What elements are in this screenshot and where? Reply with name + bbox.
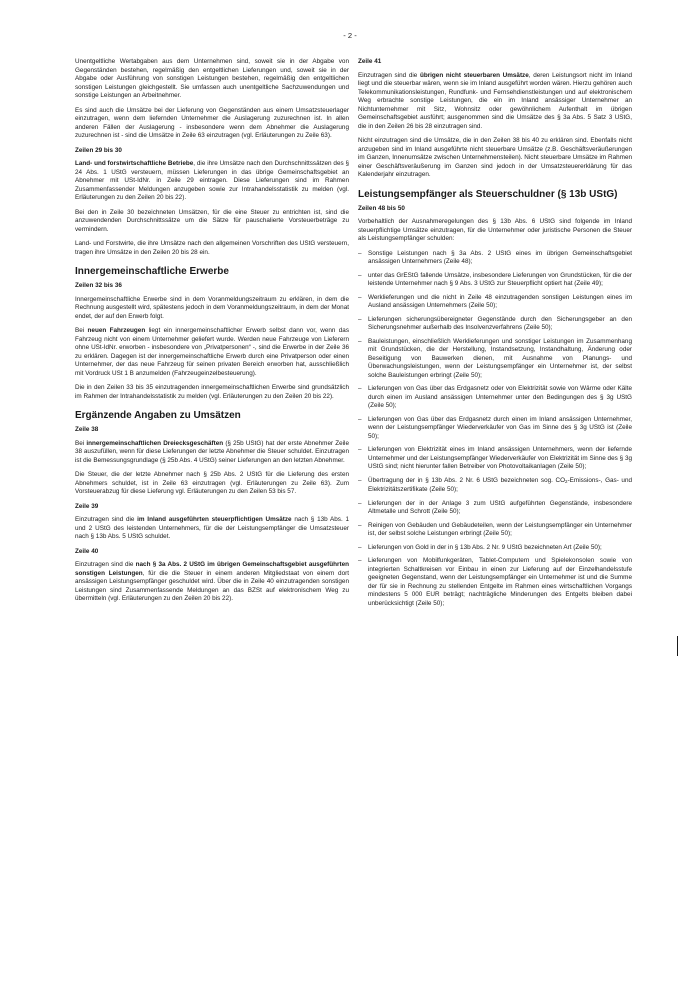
list-item: – Lieferungen von Mobilfunkgeräten, Tablet-Computern und Spielekonsolen sowie von integrierten Schaltkreisen vor Einbau in einen zur Lieferung auf der Einzelhandelsstufe geeigneten Gegenstand, wenn der Leistungsempfänger ein Unternehmer ist und die Summe der für sie in Rechnung zu stellenden Entgelte im Rahmen eines wirtschaftlichen Vorgangs mindestens 5 000 EUR beträgt; nachträgliche Minderungen des Entgelts bleiben dabei unberücksichtigt (Zeile 50); bbox=[358, 557, 632, 608]
list-item: – Lieferungen der in der Anlage 3 zum UStG aufgeführten Gegenstände, insbesondere Altmetalle und Schrott (Zeile 50); bbox=[358, 500, 632, 517]
paragraph: Nicht einzutragen sind die Umsätze, die in den Zeilen 38 bis 40 zu erklären sind. Ebenfalls nicht anzugeben sind im Inland ausgeführte nicht steuerbare Umsätze (z.B. Geschäftsveräußerungen im Ganzen, Innenumsätze zwischen Unternehmensteilen). Nicht steuerbare Umsätze im Rahmen einer Geschäftsveräußerung im Ganzen sind jedoch in der Umsatzsteuererklärung für das Kalenderjahr einzutragen. bbox=[358, 137, 632, 178]
list-item: – unter das GrEStG fallende Umsätze, insbesondere Lieferungen von Grundstücken, für die der leistende Unternehmer nach § 9 Abs. 3 UStG zur Steuerpflicht optiert hat (Zeile 49); bbox=[358, 272, 632, 289]
list-item: – Lieferungen von Gold in der in § 13b Abs. 2 Nr. 9 UStG bezeichneten Art (Zeile 50); bbox=[358, 544, 632, 553]
paragraph: Innergemeinschaftliche Erwerbe sind in dem Voranmeldungszeitraum zu erklären, in dem die Rechnung ausgestellt wird, spätestens jedoch in dem Voranmeldungszeitraum, in dem der Monat endet, der auf den Erwerb folgt. bbox=[75, 295, 349, 320]
list-item: – Sonstige Leistungen nach § 3a Abs. 2 UStG eines im übrigen Gemeinschaftsgebiet ansässigen Unternehmers (Zeile 48); bbox=[358, 250, 632, 267]
list-item: – Reinigen von Gebäuden und Gebäudeteilen, wenn der Leistungsempfänger ein Unternehmer ist, der selbst solche Leistungen erbringt (Zeile 50); bbox=[358, 522, 632, 539]
paragraph: Einzutragen sind die im Inland ausgeführten steuerpflichtigen Umsätze nach § 13b Abs. 1 und 2 UStG des leistenden Unternehmers, für die der Leistungsempfänger die Umsatzsteuer nach § 13b Abs. 5 UStG schuldet. bbox=[75, 516, 349, 540]
page-number: - 2 - bbox=[343, 31, 357, 40]
bold-term: übrigen nicht steuerbaren Umsätze bbox=[419, 71, 529, 79]
paragraph: Bei neuen Fahrzeugen liegt ein innergemeinschaftlicher Erwerb selbst dann vor, wenn das Fahrzeug nicht von einem Unternehmer geliefert wurde. Werden neue Fahrzeuge von Lieferern ohne USt-IdNr. erworben - insbesondere von „Privatpersonen“ -, sind die Erwerbe in der Zeile 36 zu erklären. Dagegen ist der innergemeinschaftliche Erwerb durch eine Privatperson oder einen Unternehmer, der das neue Fahrzeug für seinen privaten Bereich erworben hat, ausschließlich mit Vordruck USt 1 B anzumelden (Fahrzeugeinzelbesteuerung). bbox=[75, 327, 350, 377]
paragraph: Einzutragen sind die nach § 3a Abs. 2 UStG im übrigen Gemeinschaftsgebiet ausgeführten sonstigen Leistungen, für die die Steuer in einem anderen Mitgliedstaat von einem dort ansässigen Leistungsempfänger geschuldet wird. Über die in Zeile 40 einzutragenden sonstigen Leistungen sind Zusammenfassende Meldungen an das BZSt auf elektronischem Weg zu übermitteln (vgl. Erläuterungen zu den Zeilen 20 bis 22). bbox=[75, 561, 349, 602]
list-item: – Bauleistungen, einschließlich Werklieferungen und sonstiger Leistungen im Zusammenhang mit Grundstücken, die der Herstellung, Instandsetzung, Instandhaltung, Änderung oder Beseitigung von Bauwerken dienen, mit Ausnahme von Planungs- und Überwachungsleistungen, wenn der Leistungsempfänger ein Unternehmer ist, der selbst solche Bauleistungen erbringt (Zeile 50); bbox=[358, 338, 632, 381]
subheading-zeile-40: Zeile 40 bbox=[75, 547, 99, 555]
subheading-zeilen-29-30: Zeilen 29 bis 30 bbox=[75, 146, 122, 154]
bold-term: neuen Fahrzeugen bbox=[87, 327, 146, 334]
subheading-zeile-39: Zeile 39 bbox=[75, 502, 99, 510]
right-column bbox=[358, 58, 632, 613]
section-heading-ergaenzende-angaben: Ergänzende Angaben zu Umsätzen bbox=[75, 410, 241, 421]
paragraph: Vorbehaltlich der Ausnahmeregelungen des § 13b Abs. 6 UStG sind folgende im Inland steuerpflichtige Umsätze einzutragen, für die Unternehmer oder juristische Personen die Steuer als Leistungsempfänger schulden: bbox=[358, 218, 632, 242]
paragraph: Land- und forstwirtschaftliche Betriebe, die ihre Umsätze nach den Durchschnittssätzen des § 24 Abs. 1 UStG versteuern, müssen Lieferungen in das übrige Gemeinschaftsgebiet an Abnehmer mit USt-IdNr. in Zeile 29 eintragen. Diese Lieferungen sind im Rahmen Zusammenfassender Meldungen anzugeben sowie zur Intrahandelsstatistik zu melden (vgl. Erläuterungen zu den Zeilen 20 bis 22). bbox=[75, 160, 350, 201]
paragraph: Land- und Forstwirte, die ihre Umsätze nach den allgemeinen Vorschriften des UStG versteuern, tragen ihre Umsätze in den Zeilen 20 bis 28 ein. bbox=[75, 240, 349, 256]
left-column bbox=[75, 58, 349, 610]
subheading-zeile-38: Zeile 38 bbox=[75, 426, 99, 433]
list-item: – Lieferungen von Elektrizität eines im Inland ansässigen Unternehmers, wenn der liefernde Unternehmer und der Leistungsempfänger Wiederverkäufer von Elektrizität im Sinne des § 3g UStG sind; nicht hierunter fallen Betreiber von Photovoltaikanlagen (Zeile 50); bbox=[358, 446, 632, 472]
paragraph: Bei den in Zeile 30 bezeichneten Umsätzen, für die eine Steuer zu entrichten ist, sind die anzuwendenden Durchschnittssätze um die Sätze für pauschalierte Vorsteuerbeträge zu vermindern. bbox=[75, 208, 349, 233]
list-item: – Lieferungen sicherungsübereigneter Gegenstände durch den Sicherungsgeber an den Sicherungsnehmer außerhalb des Insolvenzverfahrens (Zeile 50); bbox=[358, 316, 632, 333]
paragraph: Es sind auch die Umsätze bei der Lieferung von Gegenständen aus einem Umsatzsteuerlager einzutragen, wenn dem liefernden Unternehmer die Auslagerung zuzurechnen ist. In allen anderen Fällen der Auslagerung - insbesondere wenn dem Abnehmer die Auslagerung zuzurechnen ist - sind die Umsätze in Zeile 63 einzutragen (vgl. Erläuterungen zu Zeile 63). bbox=[75, 106, 349, 139]
subheading-zeile-41: Zeile 41 bbox=[358, 58, 382, 65]
list-item: – Werklieferungen und die nicht in Zeile 48 einzutragenden sonstigen Leistungen eines im Ausland ansässigen Unternehmers (Zeile 50); bbox=[358, 294, 632, 311]
section-heading-innergemeinschaftliche-erwerbe: Innergemeinschaftliche Erwerbe bbox=[75, 266, 229, 277]
list-item: – Lieferungen von Gas über das Erdgasnetz oder von Elektrizität sowie von Wärme oder Kälte durch einen im Ausland ansässigen Unternehmer unter den Bedingungen des § 3g UStG (Zeile 50); bbox=[358, 385, 632, 411]
list-item: – Lieferungen von Gas über das Erdgasnetz durch einen im Inland ansässigen Unternehmer, wenn der Leistungsempfänger Wiederverkäufer von Gas im Sinne des § 3g UStG ist (Zeile 50); bbox=[358, 416, 632, 442]
bold-term: im Inland ausgeführten steuerpflichtigen Umsätze bbox=[137, 516, 292, 523]
bold-term: innergemeinschaftlichen Dreiecksgeschäften bbox=[86, 439, 224, 447]
section-heading-leistungsempfaenger: Leistungsempfänger als Steuerschuldner (§ 13b UStG) bbox=[358, 188, 618, 200]
subheading-zeilen-32-36: Zeilen 32 bis 36 bbox=[75, 282, 122, 289]
paragraph: Die Steuer, die der letzte Abnehmer nach § 25b Abs. 2 UStG für die Lieferung des ersten Abnehmers schuldet, ist in Zeile 63 einzutragen (vgl. Erläuterungen zu Zeile 63). Zum Vorsteuerabzug für diese Lieferung vgl. Erläuterungen zu den Zeilen 53 bis 57. bbox=[75, 471, 349, 495]
subheading-zeilen-48-50: Zeilen 48 bis 50 bbox=[358, 204, 405, 212]
revision-marker bbox=[677, 636, 678, 656]
paragraph: Unentgeltliche Wertabgaben aus dem Unternehmen sind, soweit sie in der Abgabe von Gegenständen bestehen, regelmäßig den entgeltlichen Lieferungen und, soweit sie in der Abgabe oder Ausführung von sonstigen Leistungen bestehen, regelmäßig den entgeltlichen sonstigen Leistungen gleichgestellt. Sie umfassen auch unentgeltliche Sachzuwendungen und sonstige Leistungen an Arbeitnehmer. bbox=[75, 58, 349, 99]
paragraph: Bei innergemeinschaftlichen Dreiecksgeschäften (§ 25b UStG) hat der erste Abnehmer Zeile 38 auszufüllen, wenn für diese Lieferungen der letzte Abnehmer die Steuer schuldet. Einzutragen ist die Bemessungsgrundlage (§ 25b Abs. 4 UStG) seiner Lieferungen an den letzten Abnehmer. bbox=[75, 439, 349, 464]
bold-term: nach § 3a Abs. 2 UStG im übrigen Gemeinschaftsgebiet ausgeführten sonstigen Leistungen bbox=[75, 561, 349, 577]
list-item: – Übertragung der in § 13b Abs. 2 Nr. 6 UStG bezeichneten sog. CO2-Emissions-, Gas- und Elektrizitätszertifikate (Zeile 50); bbox=[358, 477, 632, 495]
paragraph: Einzutragen sind die übrigen nicht steuerbaren Umsätze, deren Leistungsort nicht im Inland liegt und die steuerbar wären, wenn sie im Inland ausgeführt worden wären. Hierzu gehören auch Telekommunikationsleistungen, Rundfunk- und Fernsehdienstleistungen und auf elektronischem Weg erbrachte sonstige Leistungen, die ein im Inland ansässiger Unternehmer an Nichtunternehmer mit Sitz, Wohnsitz oder gewöhnlichem Aufenthalt im übrigen Gemeinschaftsgebiet ausführt; ausgenommen sind die Umsätze des § 3a Abs. 5 Satz 3 UStG, die in den Zeilen 26 bis 28 einzutragen sind. bbox=[358, 71, 632, 130]
paragraph: Die in den Zeilen 33 bis 35 einzutragenden innergemeinschaftlichen Erwerbe sind grundsätzlich im Rahmen der Intrahandelsstatistik zu melden (vgl. Erläuterungen zu den Zeilen 20 bis 22). bbox=[75, 384, 349, 400]
bold-term: Land- und forstwirtschaftliche Betriebe bbox=[75, 160, 194, 167]
dash-list bbox=[358, 250, 632, 609]
